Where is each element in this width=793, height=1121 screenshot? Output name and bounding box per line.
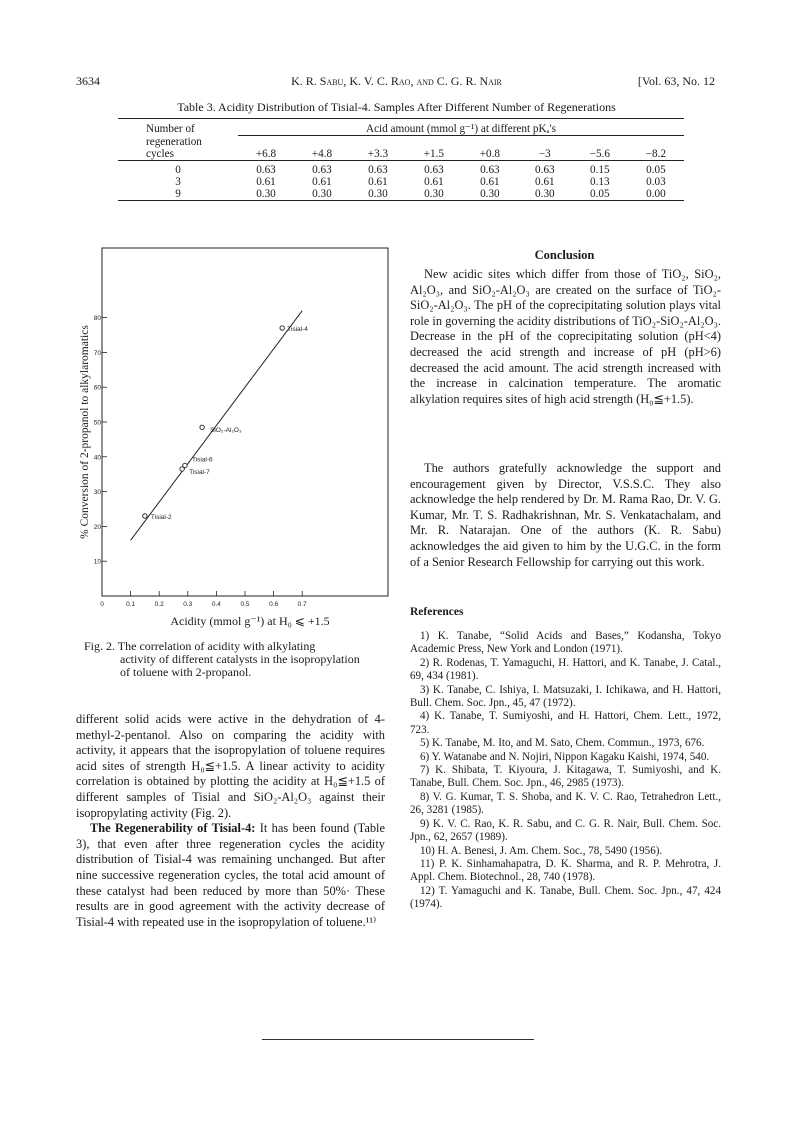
table-row: [118, 188, 684, 201]
cell-value: 0.05: [646, 163, 666, 176]
page-number: 3634: [76, 74, 100, 88]
cell-value: 0.63: [480, 163, 500, 176]
y-tick-label: 60: [93, 384, 101, 392]
references-heading: References: [410, 606, 464, 618]
fit-line: [131, 311, 303, 541]
cell-value: 0.30: [406, 188, 462, 201]
left-column-text: [76, 712, 385, 930]
plot-frame: [102, 248, 388, 596]
cell-value: 0.30: [238, 188, 294, 201]
cell-value: 0.00: [628, 188, 684, 201]
body-paragraph: [76, 821, 385, 930]
reference-item: 12) T. Yamaguchi and K. Tanabe, Bull. Chem. Soc. Jpn., 47, 424 (1974).: [410, 884, 721, 911]
body-paragraph: The authors gratefully acknowledge the support and encouragement given by Director, V.S.S.C. They also acknowledge the help rendered by Dr. M. Rama Rao, Dr. V. G. Kumar, Mr. T. S. Radhakrishnan, Mr. S. Venkatachalam, and Mr. R. Natarajan. One of the authors (K. R. Sabu) acknowledges the aid given to him by the U.G.C. in the form of a Senior Research Fellowship for carrying out this work.: [410, 461, 721, 569]
cell-value: 0.63: [368, 163, 388, 176]
figure-caption-line: activity of different catalysts in the isopropylation: [120, 652, 360, 666]
y-tick-label: 40: [93, 454, 101, 462]
y-axis-label: % Conversion of 2-propanol to alkylaromatics: [79, 325, 91, 539]
table-row: [118, 160, 684, 176]
cell-cycles: 0: [175, 163, 181, 176]
y-tick-label: 80: [93, 315, 101, 323]
x-tick-label: 0.7: [297, 601, 307, 608]
point-label: Tisial-6: [191, 456, 213, 464]
cell-cycles: 3: [175, 175, 181, 188]
reference-item: 4) K. Tanabe, T. Sumiyoshi, and H. Hattori, Chem. Lett., 1972, 723.: [410, 710, 721, 736]
x-tick-label: 0.2: [154, 601, 164, 608]
cell-value: 0.63: [312, 163, 332, 176]
cell-value: 0.30: [350, 188, 406, 201]
y-tick-label: 70: [93, 349, 101, 357]
point-label: Tisial-4: [287, 326, 308, 334]
pka-header: +4.8: [294, 148, 350, 161]
cell-value: 0.63: [256, 163, 276, 176]
body-paragraph: different solid acids were active in the dehydration of 4-methyl-2-pentanol. Also on comparing the acidity with activity, it appears that the isopropylation of toluene requires acid sites of strength H₀≦+1.5. A linear activity to acidity correlation is obtained by plotting the acidity at H₀≦+1.5 of different samples of Tisial and SiO₂-Al₂O₃ against their isopropylating activity (Fig. 2).: [76, 712, 385, 820]
cell-value: 0.61: [480, 175, 500, 188]
table-row: [118, 176, 684, 188]
reference-item: 6) Y. Watanabe and N. Nojiri, Nippon Kagaku Kaishi, 1974, 540.: [420, 750, 710, 763]
cell-cycles: 9: [118, 188, 238, 201]
cell-value: 0.13: [590, 175, 610, 188]
figure-caption: [84, 640, 384, 679]
x-tick-label: 0.4: [211, 601, 221, 608]
col-header-acid-amount: Acid amount (mmol g⁻¹) at different pKₐ's: [238, 119, 684, 136]
cell-value: 0.30: [518, 188, 572, 201]
pka-header: +1.5: [406, 148, 462, 161]
pka-header: −3: [518, 148, 572, 161]
x-tick-label: 0.6: [269, 601, 279, 608]
reference-item: 9) K. V. C. Rao, K. R. Sabu, and C. G. R. Nair, Bull. Chem. Soc. Jpn., 62, 2657 (1989).: [410, 817, 721, 844]
cell-value: 0.61: [368, 175, 388, 188]
cell-value: 0.61: [424, 175, 444, 188]
pka-header: +6.8: [238, 148, 294, 161]
acknowledgement-text: [410, 461, 721, 570]
reference-item: 5) K. Tanabe, M. Ito, and M. Sato, Chem. Commun., 1973, 676.: [420, 737, 705, 750]
y-tick-label: 10: [93, 558, 101, 566]
cell-value: 0.61: [535, 175, 555, 188]
cell-value: 0.30: [462, 188, 518, 201]
running-header-volume: [Vol. 63, No. 12: [637, 74, 715, 88]
pka-header: +3.3: [350, 148, 406, 161]
conclusion-text: [410, 267, 721, 407]
reference-item: 2) R. Rodenas, T. Yamaguchi, H. Hattori, and K. Tanabe, J. Catal., 69, 434 (1981).: [410, 656, 721, 683]
reference-item: 3) K. Tanabe, C. Ishiya, I. Matsuzaki, I. Ichikawa, and H. Hattori, Bull. Chem. Soc. Jpn., 45, 47 (1972).: [410, 683, 721, 710]
pka-header: +0.8: [462, 148, 518, 161]
reference-item: 10) H. A. Benesi, J. Am. Chem. Soc., 78, 5490 (1956).: [420, 844, 663, 857]
y-tick-label: 30: [93, 489, 101, 497]
col-header-cycles-3: cycles: [118, 148, 238, 161]
col-header-cycles-1: Number of: [118, 119, 238, 136]
col-header-cycles-2: regeneration: [146, 135, 202, 148]
cell-value: 0.30: [294, 188, 350, 201]
cell-value: 0.63: [424, 163, 444, 176]
cell-value: 0.15: [590, 163, 610, 176]
x-tick-label: 0.5: [240, 601, 250, 608]
body-paragraph: New acidic sites which differ from those of TiO₂, SiO₂, Al₂O₃, and SiO₂-Al₂O₃ are created on the surface of TiO₂-SiO₂-Al₂O₃. The pH of the coprecipitating solution plays vital role in governing the acidity distributions of TiO₂-SiO₂-Al₂O₃. Decrease in the pH of the coprecipitating solution (pH<4) decreased the acid strength and increase of pH (pH>6) decreased the acid amount. The acid strength increased with the increase in calcination temperature. The aromatic alkylation requires sites of high acid strength (H₀≦+1.5).: [410, 267, 721, 406]
cell-value: 0.61: [312, 175, 332, 188]
cell-value: 0.05: [572, 188, 628, 201]
y-tick-label: 50: [93, 419, 101, 427]
page-bottom-rule: [262, 1039, 534, 1040]
figure-caption-line: of toluene with 2-propanol.: [120, 665, 252, 679]
cell-value: 0.63: [535, 163, 555, 176]
figure-caption-line: Fig. 2. The correlation of acidity with alkylating: [84, 639, 316, 653]
x-tick-label: 0: [100, 601, 104, 608]
table-title: Table 3. Acidity Distribution of Tisial-4. Samples After Different Number of Regenerations: [177, 100, 616, 114]
x-axis-label: Acidity (mmol g⁻¹) at H₀ ⩽ +1.5: [170, 614, 330, 628]
y-tick-label: 20: [93, 523, 101, 531]
data-point: [280, 326, 284, 330]
data-point: [180, 467, 184, 471]
point-label: Tisial-2: [150, 513, 172, 521]
data-point: [143, 514, 147, 518]
section-run-in-heading: The Regenerability of Tisial-4:: [90, 821, 256, 836]
acidity-table: [118, 118, 684, 201]
correlation-chart: [79, 248, 390, 616]
cell-value: 0.03: [646, 175, 666, 188]
data-point: [200, 425, 204, 429]
x-tick-label: 0.1: [126, 601, 136, 608]
running-header-authors: K. R. Sabu, K. V. C. Rao, and C. G. R. Nair: [291, 74, 502, 88]
pka-header: −8.2: [628, 148, 684, 161]
reference-item: 8) V. G. Kumar, T. S. Shoba, and K. V. C. Rao, Tetrahedron Lett., 26, 3281 (1985).: [410, 790, 721, 817]
reference-list: [410, 630, 721, 912]
conclusion-heading: Conclusion: [534, 248, 595, 262]
reference-item: 7) K. Shibata, T. Kiyoura, J. Kitagawa, T. Sumiyoshi, and K. Tanabe, Bull. Chem. Soc. Jpn., 46, 2985 (1973).: [410, 764, 721, 790]
x-tick-label: 0.3: [183, 601, 193, 608]
reference-item: 1) K. Tanabe, “Solid Acids and Bases,” Kodansha, Tokyo Academic Press, New York and London (1971).: [410, 630, 721, 656]
paragraph-text: It has been found (Table 3), that even after three regeneration cycles the acidity distribution of Tisial-4 was remaining unchanged. But after nine successive regeneration cycles, the total acid amount of these catalyst had been reduced by more than 50%· These results are in good agreement with the activity decrease of Tisial-4 with repeated use in the isopropylation of toluene.¹¹⁾: [76, 821, 385, 929]
cell-value: 0.61: [256, 175, 276, 188]
reference-item: 11) P. K. Sinhamahapatra, D. K. Sharma, and R. P. Mehrotra, J. Appl. Chem. Biotechnol., 28, 740 (1978).: [410, 857, 721, 884]
point-label: Tisial-7: [189, 468, 210, 476]
point-label: SiO₂-Al₂O₃: [210, 427, 242, 435]
pka-header: −5.6: [572, 148, 628, 161]
